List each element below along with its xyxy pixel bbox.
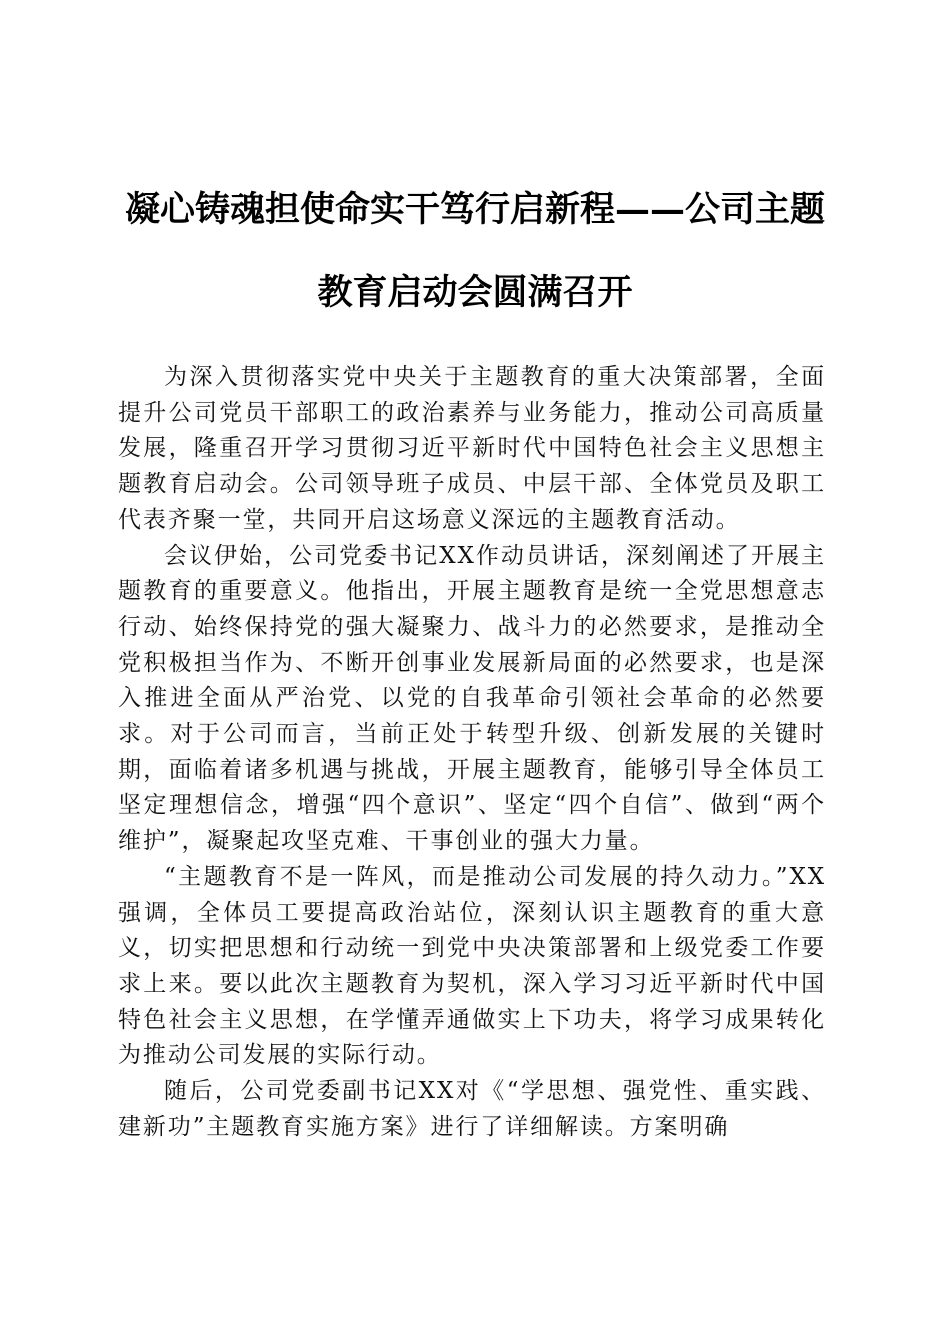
article-body	[118, 360, 826, 1145]
title-line-1: 凝心铸魂担使命实干笃行启新程——公司主题	[124, 189, 825, 230]
page-title	[118, 168, 832, 334]
title-line-2: 教育启动会圆满召开	[317, 272, 633, 313]
paragraph-4: 随后，公司党委副书记XX对《“学思想、强党性、重实践、建新功”主题教育实施方案》进行了详细解读。方案明确	[118, 1078, 826, 1140]
paragraph-2: 会议伊始，公司党委书记XX作动员讲话，深刻阐述了开展主题教育的重要意义。他指出，开展主题教育是统一全党思想意志行动、始终保持党的强大凝聚力、战斗力的必然要求，是推动全党积极担当作为、不断开创事业发展新局面的必然要求，也是深入推进全面从严治党、以党的自我革命引领社会革命的必然要求。对于公司而言，当前正处于转型升级、创新发展的关键时期，面临着诸多机遇与挑战，开展主题教育，能够引导全体员工坚定理想信念，增强“四个意识”、坚定“四个自信”、做到“两个维护”，凝聚起攻坚克难、干事创业的强大力量。	[118, 542, 826, 855]
paragraph-3: “主题教育不是一阵风，而是推动公司发展的持久动力。”XX强调，全体员工要提高政治站位，深刻认识主题教育的重大意义，切实把思想和行动统一到党中央决策部署和上级党委工作要求上来。要以此次主题教育为契机，深入学习习近平新时代中国特色社会主义思想，在学懂弄通做实上下功夫，将学习成果转化为推动公司发展的实际行动。	[118, 863, 826, 1069]
paragraph-1: 为深入贯彻落实党中央关于主题教育的重大决策部署，全面提升公司党员干部职工的政治素养与业务能力，推动公司高质量发展，隆重召开学习贯彻习近平新时代中国特色社会主义思想主题教育启动会。公司领导班子成员、中层干部、全体党员及职工代表齐聚一堂，共同开启这场意义深远的主题教育活动。	[118, 364, 826, 533]
